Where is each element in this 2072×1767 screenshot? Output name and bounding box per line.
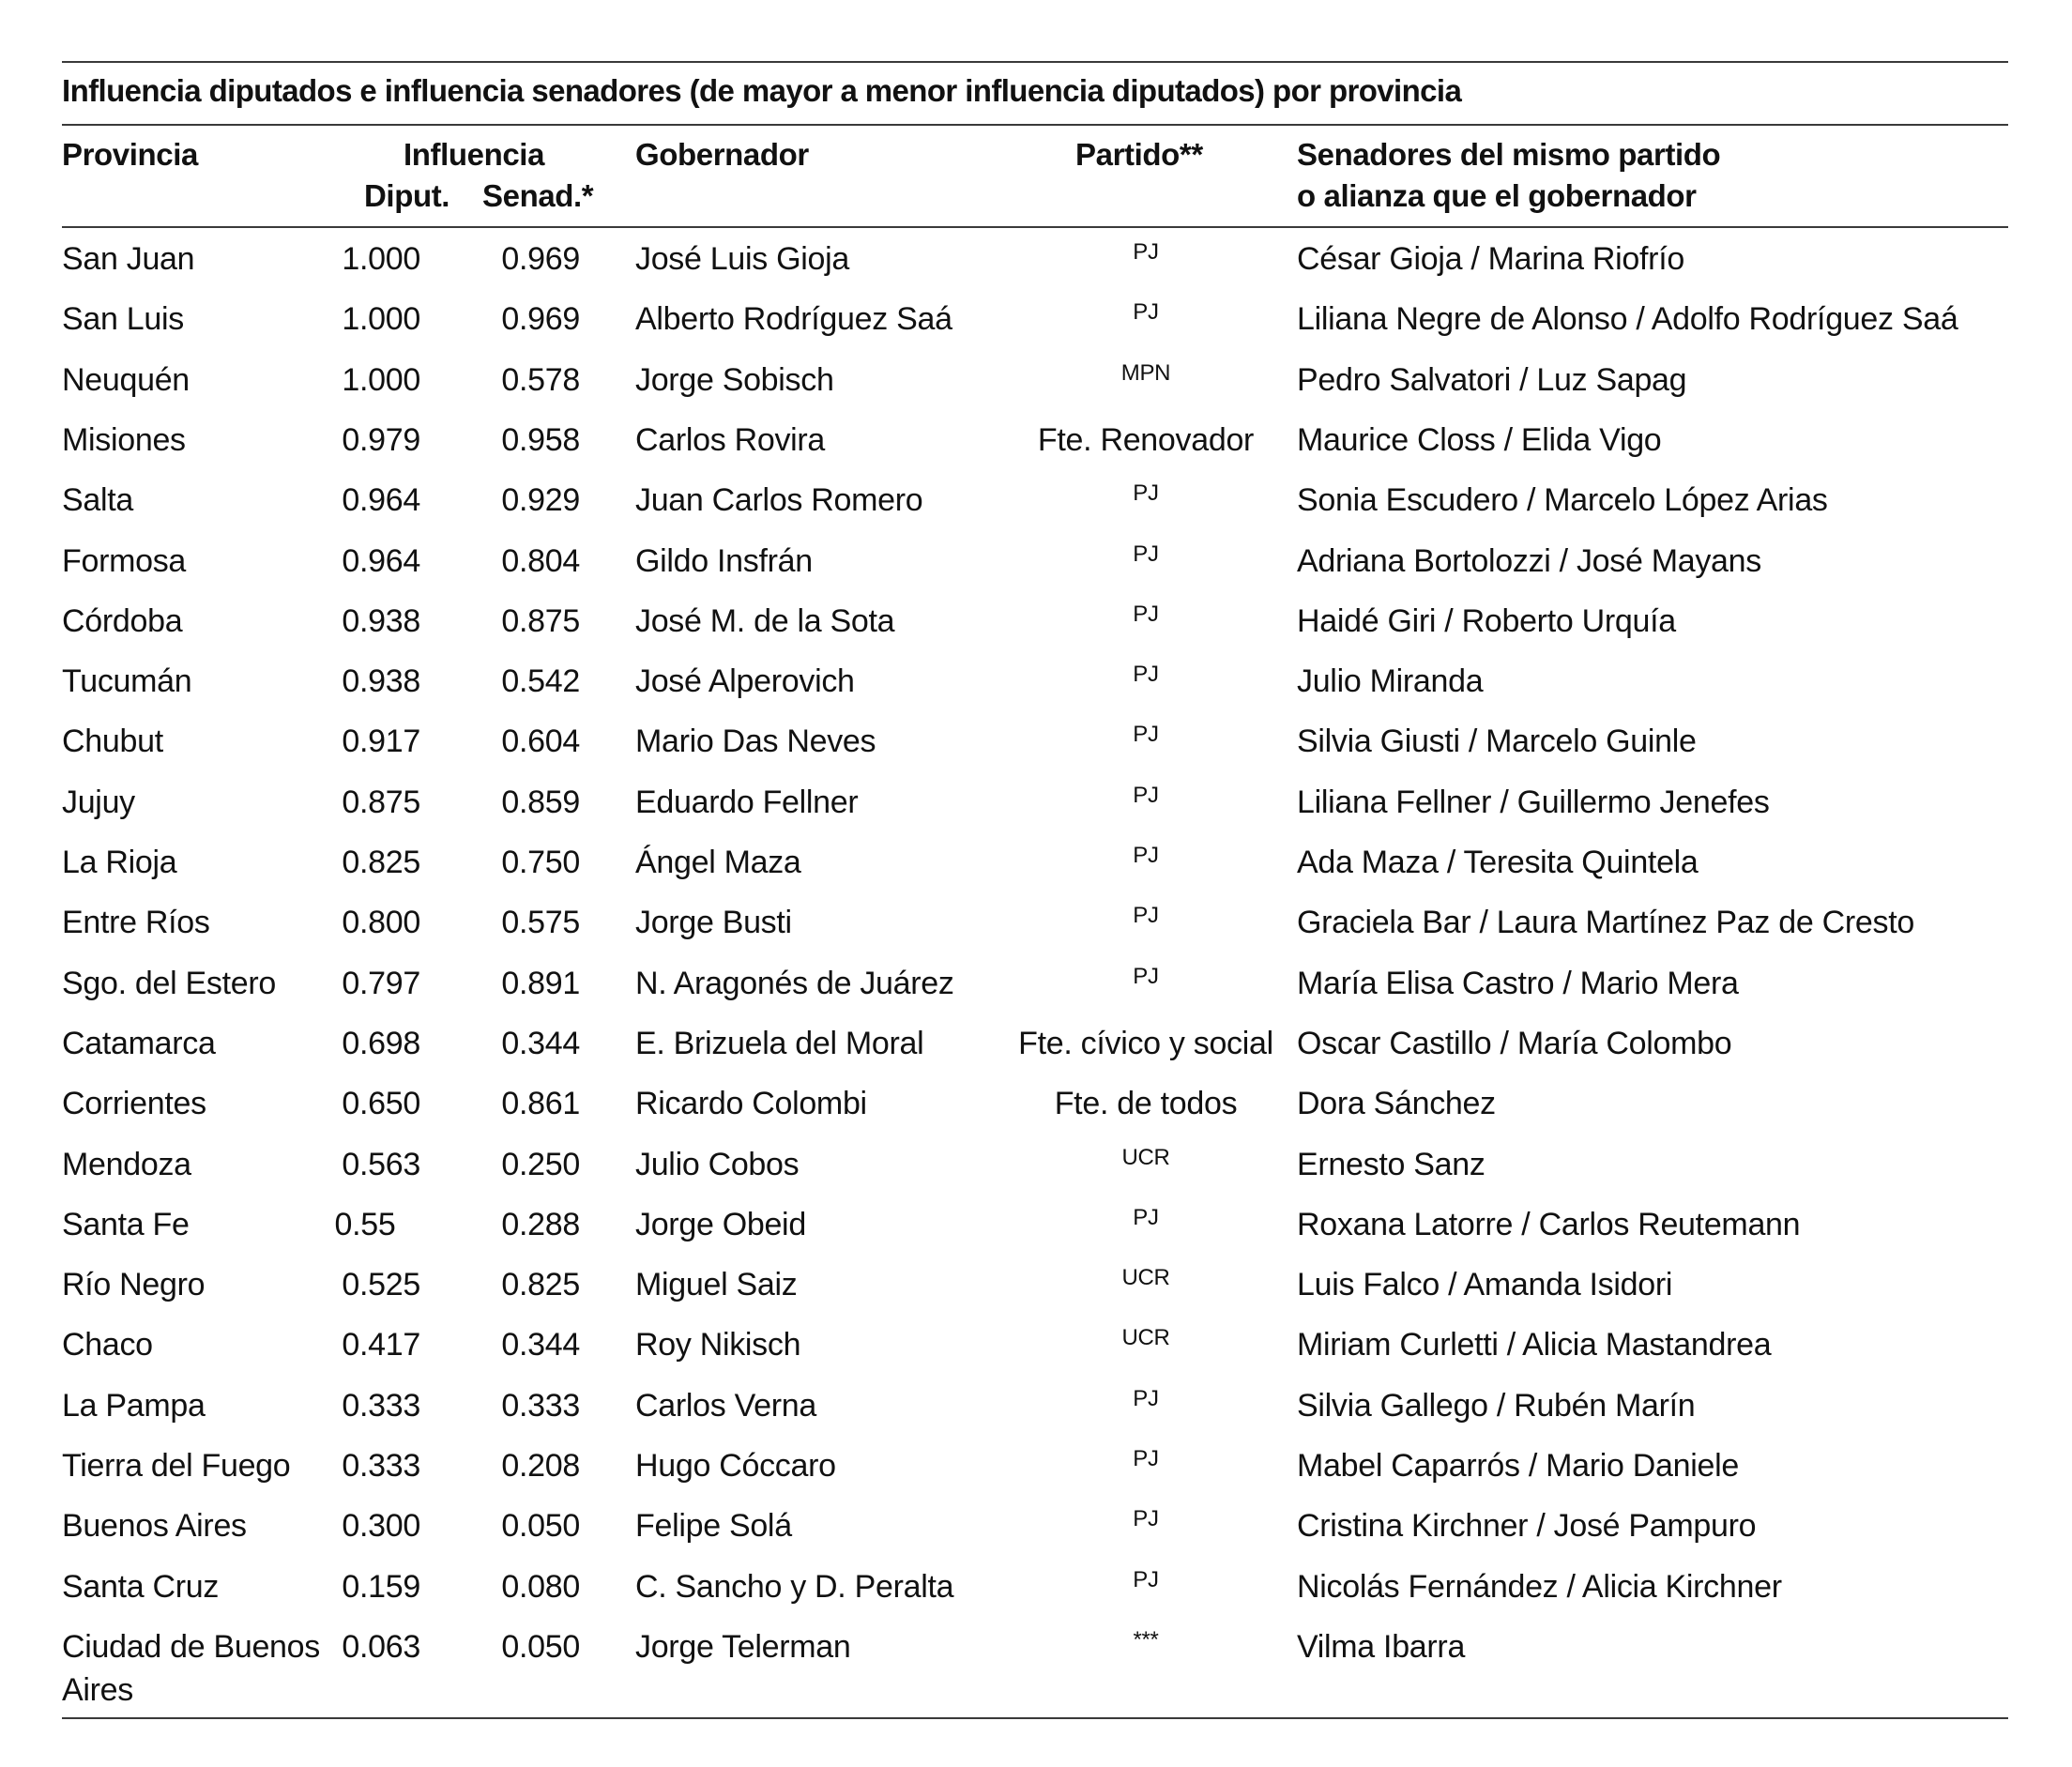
- header-gobernador: Gobernador: [635, 137, 809, 172]
- gobernador-cell: N. Aragonés de Juárez: [635, 965, 954, 1001]
- partido-cell: PJ: [1133, 782, 1159, 808]
- partido-cell: UCR: [1121, 1144, 1170, 1170]
- diput-cell: 0.964: [342, 542, 420, 579]
- diput-cell: 0.063: [342, 1628, 420, 1665]
- senad-cell: 0.804: [501, 542, 580, 579]
- header-diput: Diput.: [364, 178, 450, 213]
- gobernador-cell: Alberto Rodríguez Saá: [635, 301, 952, 338]
- senadores-cell: Julio Miranda: [1297, 663, 1484, 700]
- diput-cell: 0.825: [342, 845, 420, 880]
- senad-cell: 0.825: [501, 1267, 580, 1303]
- provincia-cell: Santa Fe: [62, 1206, 190, 1242]
- partido-cell: PJ: [1133, 1446, 1159, 1471]
- header-senadores-line2: o alianza que el gobernador: [1297, 178, 1697, 213]
- diput-cell: 0.964: [342, 482, 420, 519]
- provincia-cell: Chaco: [62, 1327, 153, 1363]
- diput-cell: 0.300: [342, 1508, 420, 1545]
- gobernador-cell: Gildo Insfrán: [635, 542, 813, 579]
- bottom-rule: [62, 1717, 2008, 1719]
- provincia-cell: Neuquén: [62, 361, 190, 398]
- gobernador-cell: Roy Nikisch: [635, 1327, 801, 1363]
- provincia-cell: Río Negro: [62, 1267, 206, 1303]
- gobernador-cell: C. Sancho y D. Peralta: [635, 1568, 954, 1605]
- partido-cell: PJ: [1133, 239, 1159, 265]
- senad-cell: 0.578: [501, 361, 580, 398]
- gobernador-cell: José M. de la Sota: [635, 602, 895, 639]
- provincia-cell: Córdoba: [62, 602, 183, 639]
- gobernador-cell: Ricardo Colombi: [635, 1086, 867, 1122]
- gobernador-cell: Jorge Obeid: [635, 1206, 806, 1242]
- table-row: [0, 1496, 2072, 1556]
- diput-cell: 1.000: [342, 361, 420, 398]
- senad-cell: 0.969: [501, 241, 580, 277]
- provincia-cell: Chubut: [62, 724, 163, 760]
- provincia-cell: Buenos Aires: [62, 1508, 247, 1545]
- senad-cell: 0.050: [501, 1628, 580, 1665]
- senadores-cell: Roxana Latorre / Carlos Reutemann: [1297, 1206, 1801, 1242]
- table-row: [0, 651, 2072, 711]
- diput-cell: 0.650: [342, 1086, 420, 1122]
- partido-cell: PJ: [1133, 1566, 1159, 1592]
- senad-cell: 0.929: [501, 482, 580, 519]
- provincia-cell: Tucumán: [62, 663, 192, 700]
- gobernador-cell: José Alperovich: [635, 663, 855, 700]
- diput-cell: 1.000: [342, 301, 420, 338]
- provincia-cell: Salta: [62, 482, 133, 519]
- senad-cell: 0.080: [501, 1568, 580, 1605]
- senad-cell: 0.958: [501, 421, 580, 458]
- provincia-cell: Entre Ríos: [62, 905, 210, 941]
- provincia-cell: La Rioja: [62, 845, 177, 880]
- table-row: [0, 1557, 2072, 1617]
- provincia-cell: Formosa: [62, 542, 187, 579]
- senad-cell: 0.050: [501, 1508, 580, 1545]
- table-row: [0, 350, 2072, 410]
- provincia-cell: Jujuy: [62, 784, 135, 820]
- partido-cell: ***: [1133, 1626, 1159, 1653]
- diput-cell: 0.938: [342, 602, 420, 639]
- diput-cell: 1.000: [342, 241, 420, 277]
- gobernador-cell: Mario Das Neves: [635, 724, 876, 760]
- partido-cell: PJ: [1133, 722, 1159, 748]
- provincia-cell: Misiones: [62, 421, 186, 458]
- table-row: [0, 1436, 2072, 1496]
- senadores-cell: Oscar Castillo / María Colombo: [1297, 1025, 1732, 1061]
- senadores-cell: Nicolás Fernández / Alicia Kirchner: [1297, 1568, 1782, 1605]
- senadores-cell: Ernesto Sanz: [1297, 1146, 1485, 1182]
- table-row: [0, 1376, 2072, 1436]
- senadores-cell: Adriana Bortolozzi / José Mayans: [1297, 542, 1761, 579]
- diput-cell: 0.979: [342, 421, 420, 458]
- provincia-cell: San Juan: [62, 241, 195, 277]
- partido-cell: UCR: [1121, 1325, 1170, 1351]
- senad-cell: 0.333: [501, 1387, 580, 1424]
- senad-cell: 0.861: [501, 1086, 580, 1122]
- diput-cell: 0.525: [342, 1267, 420, 1303]
- gobernador-cell: Eduardo Fellner: [635, 784, 859, 820]
- senadores-cell: Ada Maza / Teresita Quintela: [1297, 845, 1699, 880]
- partido-cell: PJ: [1133, 541, 1159, 567]
- senadores-cell: María Elisa Castro / Mario Mera: [1297, 965, 1739, 1001]
- senadores-cell: Dora Sánchez: [1297, 1086, 1496, 1122]
- table-row: [0, 1617, 2072, 1708]
- partido-cell: PJ: [1133, 1506, 1159, 1532]
- partido-cell: PJ: [1133, 299, 1159, 326]
- table-row: [0, 892, 2072, 952]
- provincia-cell: Catamarca: [62, 1025, 216, 1061]
- senadores-cell: Silvia Gallego / Rubén Marín: [1297, 1387, 1696, 1424]
- partido-cell: UCR: [1121, 1265, 1170, 1291]
- top-rule: [62, 61, 2008, 63]
- diput-cell: 0.159: [342, 1568, 420, 1605]
- gobernador-cell: E. Brizuela del Moral: [635, 1025, 924, 1061]
- senadores-cell: Maurice Closs / Elida Vigo: [1297, 421, 1662, 458]
- table-row: [0, 1013, 2072, 1074]
- gobernador-cell: Jorge Sobisch: [635, 361, 834, 398]
- partido-cell: Fte. de todos: [1054, 1086, 1238, 1122]
- table-row: [0, 832, 2072, 892]
- table-row: [0, 591, 2072, 651]
- senadores-cell: Liliana Fellner / Guillermo Jenefes: [1297, 784, 1770, 820]
- gobernador-cell: Miguel Saiz: [635, 1267, 798, 1303]
- diput-cell: 0.698: [342, 1025, 420, 1061]
- diput-cell: 0.800: [342, 905, 420, 941]
- senad-cell: 0.344: [501, 1327, 580, 1363]
- table-row: [0, 711, 2072, 771]
- header-senadores-line1: Senadores del mismo partido: [1297, 137, 1721, 172]
- senadores-cell: Cristina Kirchner / José Pampuro: [1297, 1508, 1757, 1545]
- table-row: [0, 953, 2072, 1013]
- table-row: [0, 1315, 2072, 1375]
- diput-cell: 0.417: [342, 1327, 420, 1363]
- table-row: [0, 470, 2072, 530]
- diput-cell: 0.55: [334, 1206, 396, 1242]
- partido-cell: Fte. Renovador: [1037, 421, 1255, 458]
- header-partido: Partido**: [1075, 137, 1203, 172]
- diput-cell: 0.875: [342, 784, 420, 820]
- gobernador-cell: Jorge Telerman: [635, 1628, 851, 1665]
- header-rule: [62, 226, 2008, 228]
- gobernador-cell: Jorge Busti: [635, 905, 792, 941]
- partido-cell: MPN: [1120, 359, 1171, 386]
- table-row: [0, 1195, 2072, 1255]
- gobernador-cell: Felipe Solá: [635, 1508, 792, 1545]
- senadores-cell: Graciela Bar / Laura Martínez Paz de Cresto: [1297, 905, 1914, 941]
- diput-cell: 0.333: [342, 1448, 420, 1484]
- senadores-cell: Mabel Caparrós / Mario Daniele: [1297, 1448, 1739, 1484]
- partido-cell: PJ: [1133, 963, 1159, 989]
- senadores-cell: Haidé Giri / Roberto Urquía: [1297, 602, 1676, 639]
- provincia-cell: Corrientes: [62, 1086, 206, 1122]
- partido-cell: PJ: [1133, 1385, 1159, 1411]
- senad-cell: 0.604: [501, 724, 580, 760]
- table-row: [0, 531, 2072, 591]
- senad-cell: 0.891: [501, 965, 580, 1001]
- provincia-cell: San Luis: [62, 301, 184, 338]
- partido-cell: PJ: [1133, 903, 1159, 929]
- senad-cell: 0.288: [501, 1206, 580, 1242]
- senad-cell: 0.575: [501, 905, 580, 941]
- senad-cell: 0.250: [501, 1146, 580, 1182]
- diput-cell: 0.917: [342, 724, 420, 760]
- gobernador-cell: Juan Carlos Romero: [635, 482, 923, 519]
- table-row: [0, 1074, 2072, 1134]
- partido-cell: PJ: [1133, 601, 1159, 627]
- header-senad: Senad.*: [482, 178, 594, 213]
- header-influencia: Influencia: [404, 137, 545, 172]
- gobernador-cell: Carlos Verna: [635, 1387, 816, 1424]
- table-row: [0, 410, 2072, 470]
- diput-cell: 0.797: [342, 965, 420, 1001]
- provincia-cell: Mendoza: [62, 1146, 191, 1182]
- gobernador-cell: Ángel Maza: [635, 845, 801, 880]
- gobernador-cell: Carlos Rovira: [635, 421, 826, 458]
- table-row: [0, 1135, 2072, 1195]
- table-row: [0, 289, 2072, 349]
- provincia-cell: La Pampa: [62, 1387, 206, 1424]
- table-row: [0, 229, 2072, 289]
- senad-cell: 0.542: [501, 663, 580, 700]
- senadores-cell: Sonia Escudero / Marcelo López Arias: [1297, 482, 1828, 519]
- partido-cell: Fte. cívico y social: [1018, 1025, 1273, 1061]
- partido-cell: PJ: [1133, 662, 1159, 688]
- senadores-cell: César Gioja / Marina Riofrío: [1297, 241, 1684, 277]
- senad-cell: 0.859: [501, 784, 580, 820]
- senadores-cell: Vilma Ibarra: [1297, 1628, 1466, 1665]
- table-row: [0, 1255, 2072, 1315]
- provincia-cell: Ciudad de Buenos Aires: [62, 1628, 320, 1708]
- diput-cell: 0.333: [342, 1387, 420, 1424]
- senadores-cell: Luis Falco / Amanda Isidori: [1297, 1267, 1673, 1303]
- senadores-cell: Silvia Giusti / Marcelo Guinle: [1297, 724, 1697, 760]
- senadores-cell: Miriam Curletti / Alicia Mastandrea: [1297, 1327, 1772, 1363]
- gobernador-cell: Hugo Cóccaro: [635, 1448, 836, 1484]
- header-provincia: Provincia: [62, 137, 198, 172]
- diput-cell: 0.938: [342, 663, 420, 700]
- senad-cell: 0.208: [501, 1448, 580, 1484]
- diput-cell: 0.563: [342, 1146, 420, 1182]
- provincia-cell: Sgo. del Estero: [62, 965, 276, 1001]
- senadores-cell: Pedro Salvatori / Luz Sapag: [1297, 361, 1687, 398]
- title-rule: [62, 124, 2008, 126]
- senad-cell: 0.750: [501, 845, 580, 880]
- senad-cell: 0.344: [501, 1025, 580, 1061]
- gobernador-cell: José Luis Gioja: [635, 241, 849, 277]
- senad-cell: 0.969: [501, 301, 580, 338]
- senadores-cell: Liliana Negre de Alonso / Adolfo Rodríguez Saá: [1297, 301, 1958, 338]
- table-row: [0, 772, 2072, 832]
- table-title: Influencia diputados e influencia senadores (de mayor a menor influencia diputados) por provincia: [62, 73, 1462, 108]
- senad-cell: 0.875: [501, 602, 580, 639]
- partido-cell: PJ: [1133, 1204, 1159, 1230]
- gobernador-cell: Julio Cobos: [635, 1146, 800, 1182]
- partido-cell: PJ: [1133, 843, 1159, 868]
- provincia-cell: Tierra del Fuego: [62, 1448, 291, 1484]
- partido-cell: PJ: [1133, 480, 1159, 507]
- provincia-cell: Santa Cruz: [62, 1568, 220, 1605]
